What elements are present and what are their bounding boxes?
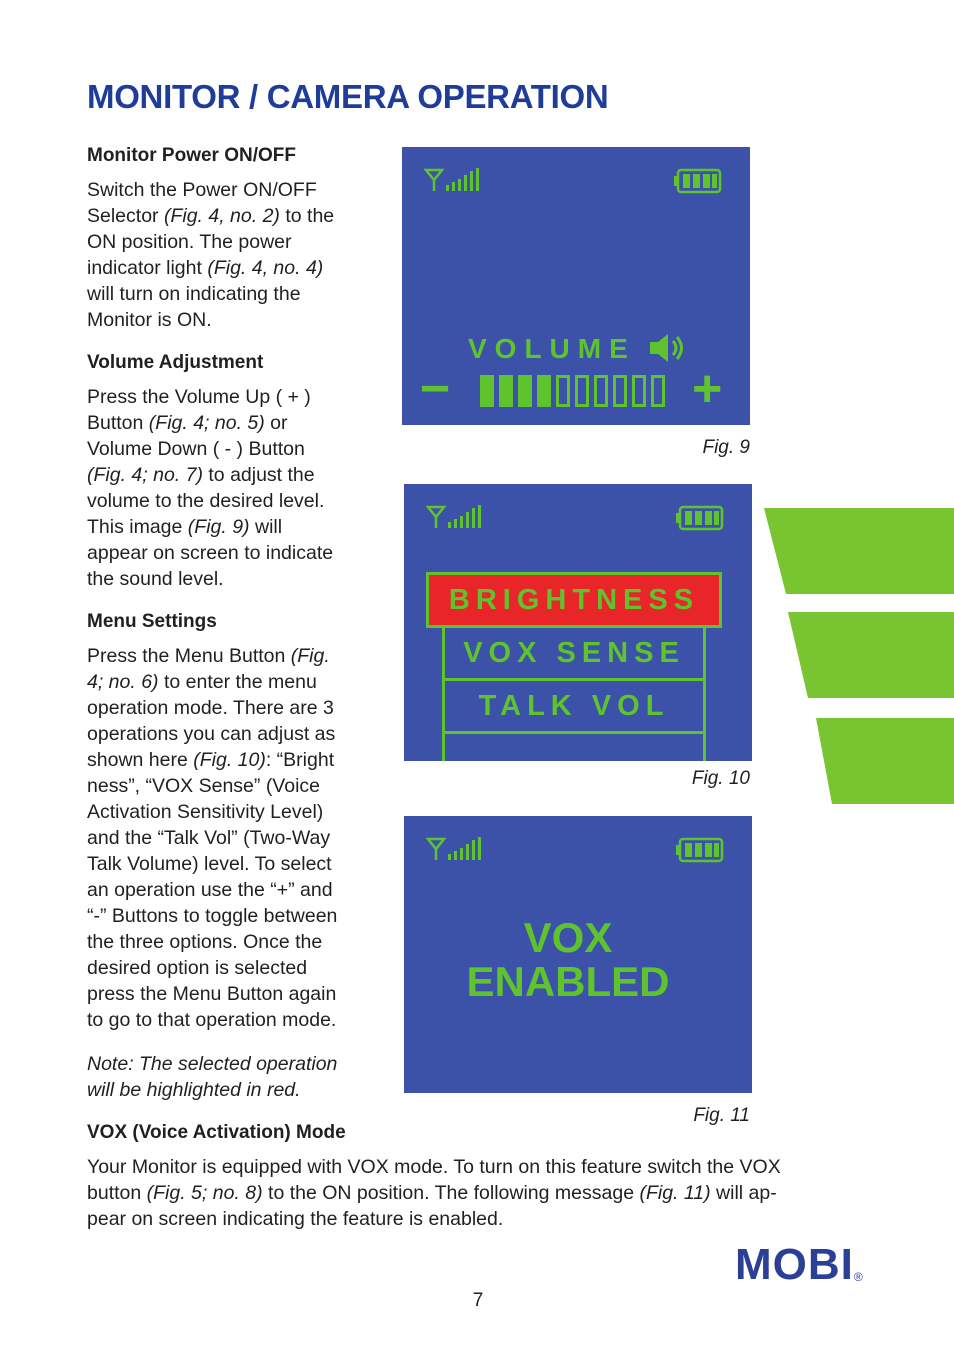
page-title: MONITOR / CAMERA OPERATION [87, 78, 609, 115]
section-body-volume: Press the Volume Up ( + ) Button (Fig. 4; no. 5) or Volume Down ( - ) Button (Fig. 4; no. 7) to adjust the volume to the desired level. This image (Fig. 9) will appear on screen to indicate the sound level. [87, 386, 334, 590]
volume-block-empty [558, 377, 569, 406]
section-body-vox: Your Monitor is equipped with VOX mode. To turn on this feature switch the VOX button (Fig. 5; no. 8) to the ON position. The following message (Fig. 11) will ap- pear on screen indicating the feature is enabled. [87, 1156, 781, 1230]
volume-block-filled [520, 377, 531, 406]
mobi-logo: MOBI® [735, 1240, 863, 1289]
section-heading-power: Monitor Power ON/OFF [87, 145, 296, 166]
section-heading-menu: Menu Settings [87, 611, 217, 632]
speaker-icon [646, 332, 686, 364]
menu-item-vox-sense: VOX SENSE [442, 625, 706, 681]
section-tab-2 [788, 612, 954, 698]
battery-icon [676, 837, 724, 863]
volume-level-bar [480, 375, 670, 407]
volume-block-empty [615, 377, 626, 406]
fig9-volume-screen [402, 147, 750, 425]
volume-block-empty [653, 377, 664, 406]
signal-strength-icon [426, 836, 488, 862]
section-body-power: Switch the Power ON/OFF Selector (Fig. 4, no. 2) to the ON position. The power indicator light (Fig. 4, no. 4) will turn on indicating the Monitor is ON. [87, 179, 335, 331]
volume-block-empty [634, 377, 645, 406]
vox-enabled-message: VOX ENABLED [466, 914, 670, 1005]
signal-strength-icon [426, 504, 488, 530]
menu-item-talk-vol: TALK VOL [442, 678, 706, 734]
section-tab-1 [764, 508, 954, 594]
volume-block-filled [539, 377, 550, 406]
battery-icon [676, 505, 724, 531]
section-heading-vox: VOX (Voice Activation) Mode [87, 1122, 346, 1143]
fig11-caption: Fig. 11 [693, 1105, 750, 1126]
section-tab-3 [816, 718, 954, 804]
fig11-vox-screen [404, 816, 752, 1093]
page-number: 7 [472, 1290, 484, 1311]
section-heading-volume: Volume Adjustment [87, 352, 264, 373]
volume-block-empty [596, 377, 607, 406]
volume-block-filled [482, 377, 493, 406]
registered-mark: ® [853, 1270, 863, 1284]
menu-note: Note: The selected operation will be highlighted in red. [87, 1053, 338, 1101]
menu-item-empty [442, 731, 706, 761]
menu-item-brightness: BRIGHTNESS [426, 572, 722, 628]
volume-block-empty [577, 377, 588, 406]
volume-label: VOLUME [468, 333, 636, 364]
section-tabs [764, 508, 954, 808]
fig10-caption: Fig. 10 [691, 768, 750, 789]
volume-down-symbol: − [420, 360, 451, 418]
section-body-menu: Press the Menu Button (Fig. 4; no. 6) to enter the menu operation mode. There are 3 operations you can adjust as shown here (Fig. 10): “Bright ness”, “VOX Sense” (Voice Activation Sensitivity Level) and the “Talk Vol” (Two-Way Talk Volume) level. To select an operation use the “+” and “-” Buttons to toggle between the three options. Once the desired option is selected press the Menu Button again to go to that operation mode. [87, 645, 338, 1031]
fig10-menu-screen [404, 484, 752, 761]
battery-icon [674, 168, 722, 194]
signal-strength-icon [424, 167, 486, 193]
volume-block-filled [501, 377, 512, 406]
volume-up-symbol: + [692, 360, 723, 418]
fig9-caption: Fig. 9 [702, 437, 750, 458]
